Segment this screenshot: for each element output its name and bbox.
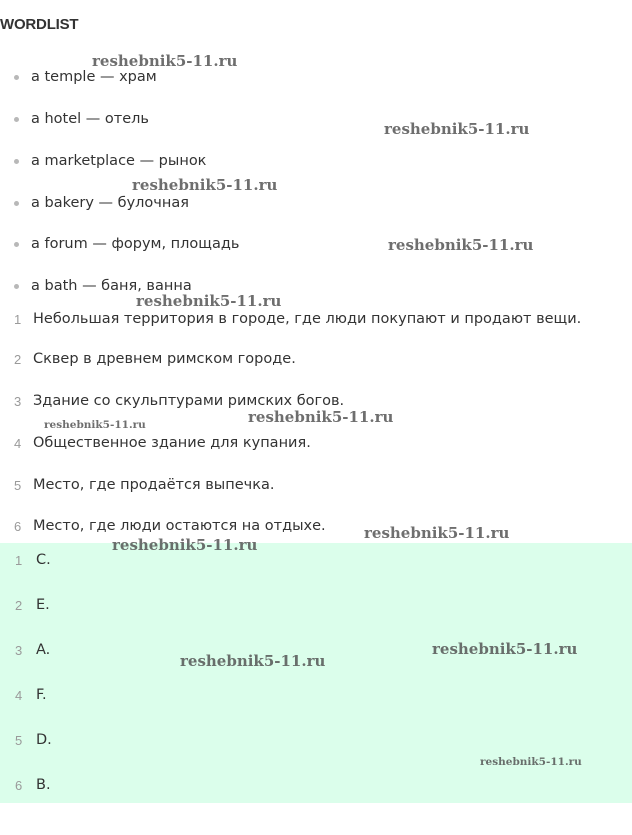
answer-number: 1 bbox=[15, 552, 23, 568]
wordlist-item bbox=[14, 109, 149, 129]
answer-number: 2 bbox=[15, 597, 23, 613]
answer-item bbox=[15, 730, 52, 750]
answer-text: A. bbox=[36, 642, 51, 658]
wordlist-heading: WORDLIST bbox=[0, 16, 79, 33]
definition-item bbox=[14, 349, 296, 369]
watermark: reshebnik5-11.ru bbox=[92, 52, 238, 70]
definition-item bbox=[14, 433, 311, 453]
wordlist-item-text: a bakery — булочная bbox=[31, 195, 189, 211]
definition-number: 1 bbox=[14, 311, 22, 327]
wordlist-item bbox=[14, 67, 157, 87]
bullet-icon bbox=[14, 75, 19, 80]
definition-item bbox=[14, 475, 274, 495]
definition-number: 4 bbox=[14, 435, 22, 451]
bullet-icon bbox=[14, 117, 19, 122]
answer-item bbox=[15, 640, 50, 660]
bullet-icon bbox=[14, 284, 19, 289]
watermark: reshebnik5-11.ru bbox=[136, 292, 282, 310]
bullet-icon bbox=[14, 201, 19, 206]
definition-number: 2 bbox=[14, 351, 22, 367]
watermark: reshebnik5-11.ru bbox=[248, 408, 394, 426]
definition-item bbox=[14, 309, 581, 329]
answer-number: 3 bbox=[15, 642, 23, 658]
wordlist-item bbox=[14, 151, 206, 171]
definition-text: Общественное здание для купания. bbox=[33, 435, 311, 451]
wordlist-item-text: a temple — храм bbox=[31, 69, 157, 85]
wordlist-item-text: a marketplace — рынок bbox=[31, 153, 207, 169]
wordlist-item bbox=[14, 234, 239, 254]
answer-item bbox=[15, 595, 50, 615]
wordlist-item bbox=[14, 193, 189, 213]
answer-item bbox=[15, 775, 51, 795]
answer-item bbox=[15, 685, 47, 705]
answer-text: D. bbox=[36, 732, 52, 748]
watermark: reshebnik5-11.ru bbox=[132, 176, 278, 194]
answer-text: E. bbox=[36, 597, 50, 613]
watermark: reshebnik5-11.ru bbox=[112, 536, 258, 554]
definition-number: 6 bbox=[14, 518, 22, 534]
wordlist-item-text: a forum — форум, площадь bbox=[31, 236, 240, 252]
watermark: reshebnik5-11.ru bbox=[364, 524, 510, 542]
wordlist-item-text: a hotel — отель bbox=[31, 111, 149, 127]
definition-text: Место, где люди остаются на отдыхе. bbox=[33, 518, 326, 534]
definition-text: Место, где продаётся выпечка. bbox=[33, 477, 275, 493]
watermark: reshebnik5-11.ru bbox=[44, 419, 146, 431]
definition-number: 3 bbox=[14, 393, 22, 409]
watermark: reshebnik5-11.ru bbox=[388, 236, 534, 254]
bullet-icon bbox=[14, 242, 19, 247]
definition-text: Небольшая территория в городе, где люди покупают и продают вещи. bbox=[33, 311, 582, 327]
answer-number: 6 bbox=[15, 777, 23, 793]
watermark: reshebnik5-11.ru bbox=[180, 652, 326, 670]
watermark: reshebnik5-11.ru bbox=[384, 120, 530, 138]
definition-text: Здание со скульптурами римских богов. bbox=[33, 393, 345, 409]
definition-item bbox=[14, 516, 326, 536]
watermark: reshebnik5-11.ru bbox=[432, 640, 578, 658]
answer-text: F. bbox=[36, 687, 47, 703]
definition-text: Сквер в древнем римском городе. bbox=[33, 351, 296, 367]
definition-number: 5 bbox=[14, 477, 22, 493]
bullet-icon bbox=[14, 159, 19, 164]
wordlist-item-text: a bath — баня, ванна bbox=[31, 278, 192, 294]
answer-number: 4 bbox=[15, 687, 23, 703]
answer-text: C. bbox=[36, 552, 51, 568]
answer-text: B. bbox=[36, 777, 51, 793]
watermark: reshebnik5-11.ru bbox=[480, 756, 582, 768]
answer-number: 5 bbox=[15, 732, 23, 748]
answer-item bbox=[15, 550, 51, 570]
